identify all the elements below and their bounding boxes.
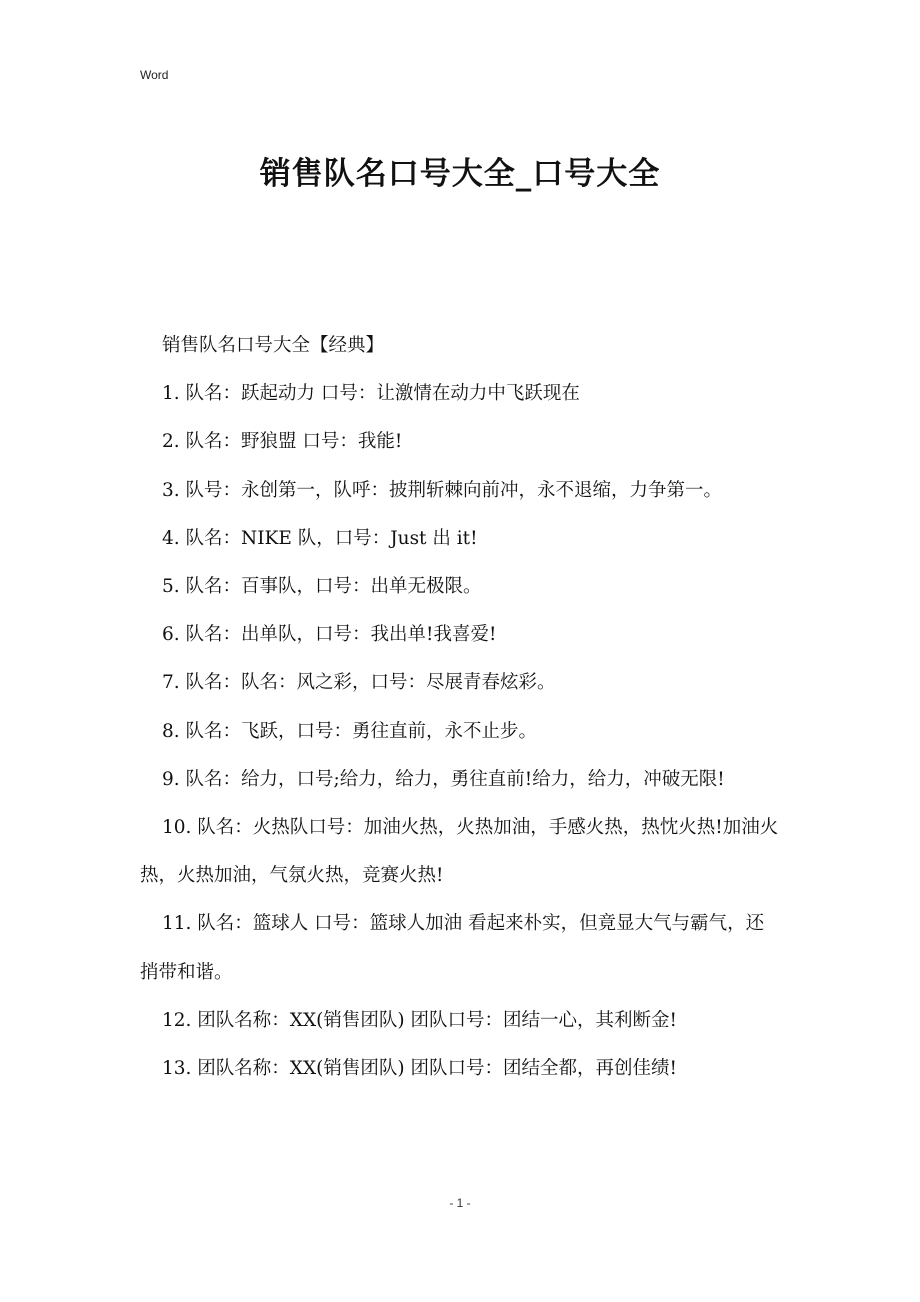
document-body bbox=[140, 322, 782, 1093]
paragraph-item-8: 8. 队名：飞跃，口号：勇往直前，永不止步。 bbox=[162, 720, 538, 742]
paragraph-item-6: 6. 队名：出单队，口号：我出单!我喜爱! bbox=[162, 624, 497, 646]
paragraph-intro: 销售队名口号大全【经典】 bbox=[162, 335, 385, 356]
paragraph-item-12: 12. 团队名称：XX(销售团队) 团队口号：团结一心，其利断金! bbox=[162, 1009, 677, 1031]
paragraph-item-1: 1. 队名：跃起动力 口号：让激情在动力中飞跃现在 bbox=[162, 383, 580, 405]
paragraph-item-13: 13. 团队名称：XX(销售团队) 团队口号：团结全都，再创佳绩! bbox=[162, 1058, 677, 1080]
paragraph-item-5: 5. 队名：百事队，口号：出单无极限。 bbox=[162, 576, 482, 598]
paragraph-item-10: 10. 队名：火热队口号：加油火热，火热加油，手感火热，热忱火热!加油火热，火热加油，气氛火热，竞赛火热! bbox=[140, 817, 779, 887]
paragraph-item-11: 11. 队名：篮球人 口号：篮球人加油 看起来朴实，但竟显大气与霸气，还捎带和谐。 bbox=[140, 913, 765, 983]
header-label: Word bbox=[140, 68, 169, 82]
paragraph-item-3: 3. 队号：永创第一，队呼：披荆斩棘向前冲，永不退缩，力争第一。 bbox=[162, 479, 723, 501]
page-number: - 1 - bbox=[449, 1196, 471, 1210]
paragraph-item-7: 7. 队名：队名：风之彩，口号：尽展青春炫彩。 bbox=[162, 672, 556, 694]
document-title: 销售队名口号大全_口号大全 bbox=[259, 156, 661, 192]
paragraph-item-9: 9. 队名：给力，口号;给力，给力，勇往直前!给力，给力，冲破无限! bbox=[162, 768, 725, 790]
paragraph-item-4: 4. 队名：NIKE 队，口号：Just 出 it! bbox=[162, 527, 478, 549]
paragraph-item-2: 2. 队名：野狼盟 口号：我能! bbox=[162, 431, 403, 453]
